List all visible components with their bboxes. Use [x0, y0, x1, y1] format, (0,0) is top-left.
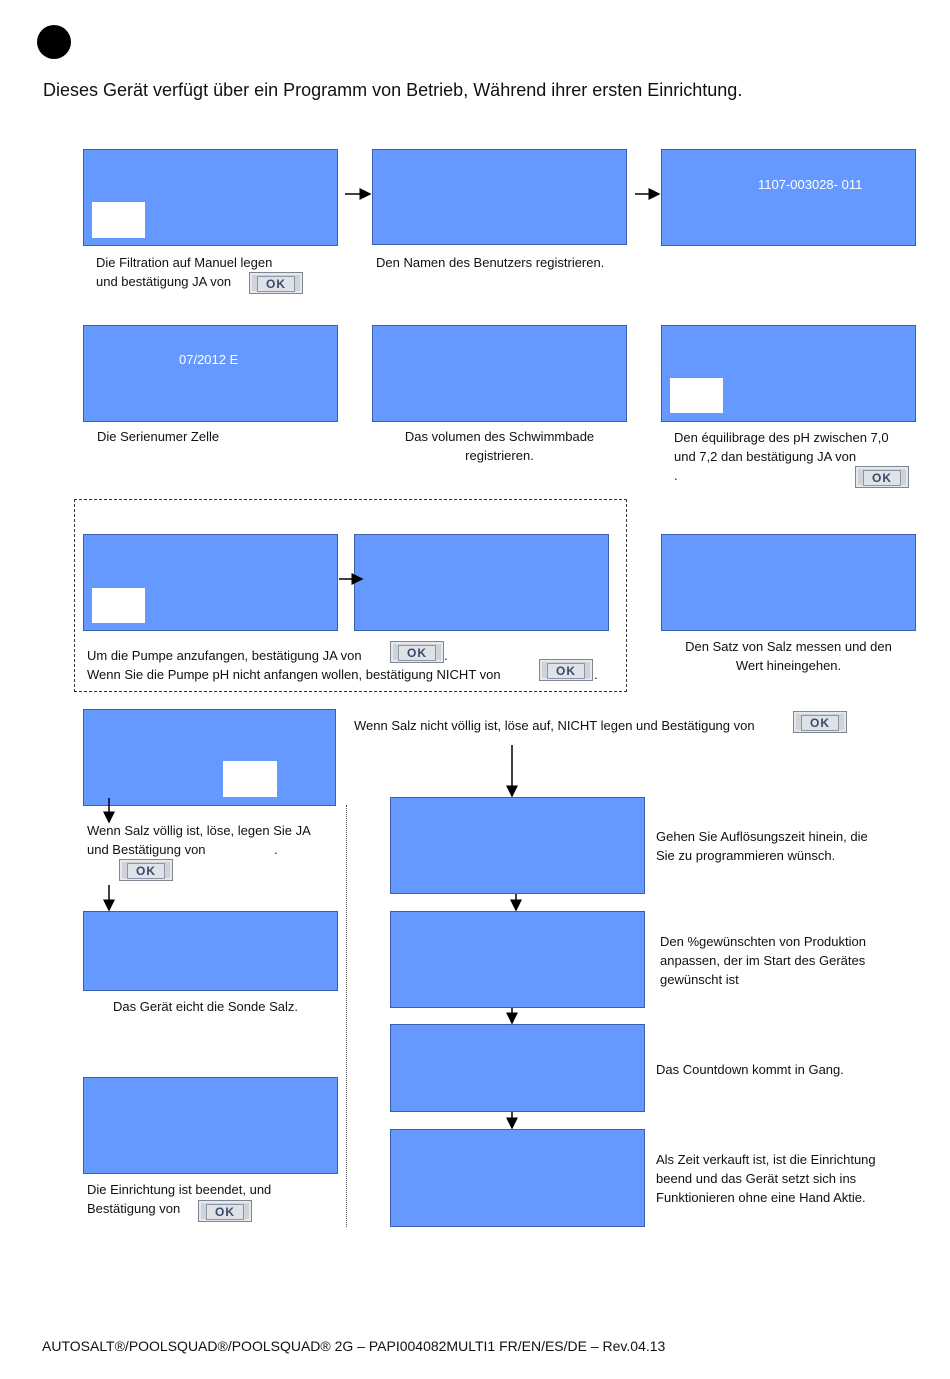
cell-date-text: 07/2012 E — [179, 352, 239, 367]
caption-pump-no: Wenn Sie die Pumpe pH nicht anfangen wollen, bestätigung NICHT von — [87, 667, 501, 682]
caption-calibrate: Das Gerät eicht die Sonde Salz. — [113, 999, 298, 1014]
caption-dot: . — [594, 667, 598, 682]
caption-salt-measure-line1: Den Satz von Salz messen und den — [685, 639, 892, 654]
caption-dot: . — [274, 842, 278, 857]
caption-ph-line3: . — [674, 468, 678, 483]
caption-salt-not-dissolved: Wenn Salz nicht völlig ist, löse auf, NICHT legen und Bestätigung von — [354, 718, 755, 733]
caption-volume-line2: registrieren. — [465, 448, 534, 463]
caption-production-line2: anpassen, der im Start des Gerätes — [660, 953, 866, 968]
caption-ph-line1: Den équilibrage des pH zwischen 7,0 — [674, 430, 889, 445]
caption-salt-dissolved-line2: und Bestätigung von — [87, 842, 206, 857]
caption-dissolve-time-line2: Sie zu programmieren wünsch. — [656, 848, 836, 863]
caption-auto-line1: Als Zeit verkauft ist, ist die Einrichtung — [656, 1152, 876, 1167]
caption-finish-line1: Die Einrichtung ist beendet, und — [87, 1182, 272, 1197]
caption-auto-line2: beend und das Gerät setzt sich ins — [656, 1171, 857, 1186]
caption-auto-line3: Funktionieren ohne eine Hand Aktie. — [656, 1190, 866, 1205]
intro-text: Dieses Gerät verfügt über ein Programm von Betrieb, Während ihrer ersten Einrichtung. — [43, 80, 743, 100]
ok-label: OK — [398, 645, 436, 661]
caption-finish-line2: Bestätigung von — [87, 1201, 181, 1216]
caption-dissolve-time-line1: Gehen Sie Auflösungszeit hinein, die — [656, 829, 868, 844]
caption-countdown: Das Countdown kommt in Gang. — [656, 1062, 844, 1077]
caption-serial-cell: Die Serienumer Zelle — [97, 429, 220, 444]
caption-salt-dissolved-line1: Wenn Salz völlig ist, löse, legen Sie JA — [87, 823, 311, 838]
ok-label: OK — [547, 663, 585, 679]
caption-production-line3: gewünscht ist — [660, 972, 739, 987]
caption-user-name: Den Namen des Benutzers registrieren. — [376, 255, 605, 270]
caption-ph-line2: und 7,2 dan bestätigung JA von — [674, 449, 857, 464]
caption-salt-measure-line2: Wert hineingehen. — [735, 658, 842, 673]
caption-pump-yes: Um die Pumpe anzufangen, bestätigung JA von — [87, 648, 362, 663]
ok-label: OK — [257, 276, 295, 292]
ok-label: OK — [127, 863, 165, 879]
ok-label: OK — [801, 715, 839, 731]
caption-dot: . — [444, 648, 448, 663]
caption-filtration-line2: und bestätigung JA von — [96, 274, 232, 289]
caption-filtration-line1: Die Filtration auf Manuel legen — [96, 255, 273, 270]
serial-code-text: 1107-003028- 011 — [758, 177, 863, 192]
ok-label: OK — [206, 1204, 244, 1220]
caption-production-line1: Den %gewünschten von Produktion — [660, 934, 866, 949]
caption-volume-line1: Das volumen des Schwimmbade — [404, 429, 595, 444]
footer-text: AUTOSALT®/POOLSQUAD®/POOLSQUAD® 2G – PAPI004082MULTI1 FR/EN/ES/DE – Rev.04.13 — [42, 1338, 666, 1354]
ok-label: OK — [863, 470, 901, 486]
